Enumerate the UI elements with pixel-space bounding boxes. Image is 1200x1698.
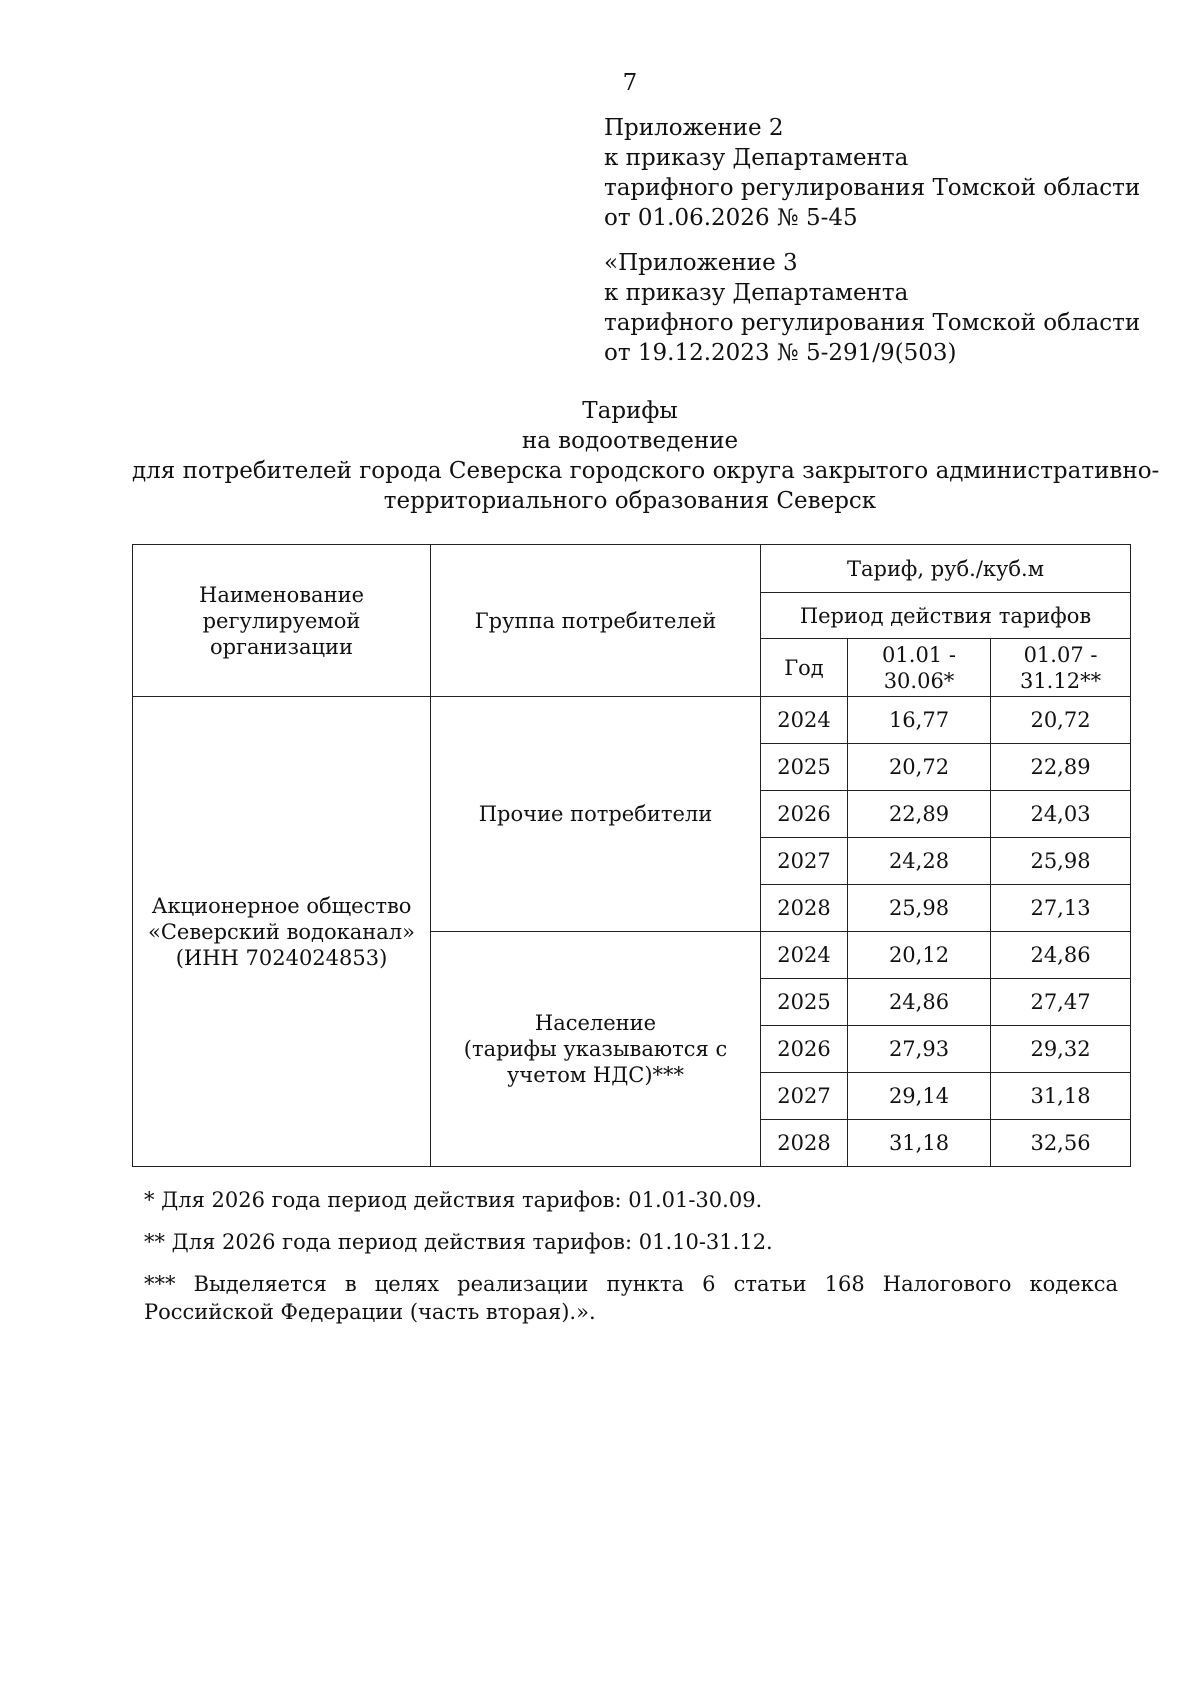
tariff-cell: 27,47 — [991, 979, 1131, 1026]
header-tariff-text: Тариф, руб./куб.м — [846, 556, 1045, 581]
group-cell-other — [431, 697, 761, 932]
group-line: учетом НДС)*** — [506, 1063, 685, 1087]
tariff-cell: 22,89 — [848, 791, 991, 838]
organization-line: Акционерное общество — [151, 893, 412, 918]
tariff-cell: 31,18 — [848, 1120, 991, 1167]
appendix-line: «Приложение 3 — [604, 250, 798, 276]
title-line: Тарифы — [582, 398, 678, 424]
header-period-text: Период действия тарифов — [799, 603, 1092, 628]
appendix-line: тарифного регулирования Томской области — [604, 175, 1141, 201]
organization-line: «Северский водоканал» — [148, 919, 415, 944]
header-second-period — [991, 639, 1131, 697]
year-cell: 2025 — [761, 744, 848, 791]
tariff-cell: 22,89 — [991, 744, 1131, 791]
appendix-amended-header — [604, 248, 1140, 368]
tariff-cell: 20,72 — [991, 697, 1131, 744]
tariff-cell: 29,14 — [848, 1073, 991, 1120]
appendix-line: от 19.12.2023 № 5-291/9(503) — [604, 340, 957, 366]
year-cell: 2026 — [761, 1026, 848, 1073]
tariff-table — [132, 544, 1131, 1167]
title-line: на водоотведение — [521, 428, 739, 454]
header-group — [431, 545, 761, 697]
group-line: (тарифы указываются с — [463, 1037, 728, 1061]
year-cell: 2027 — [761, 838, 848, 885]
appendix-line: от 01.06.2026 № 5-45 — [604, 205, 858, 231]
year-cell: 2028 — [761, 1120, 848, 1167]
header-first-period-text: 01.01 - 30.06* — [882, 642, 956, 693]
year-cell: 2024 — [761, 697, 848, 744]
header-organization-text: Наименование регулируемой организации — [199, 582, 364, 659]
year-cell: 2027 — [761, 1073, 848, 1120]
tariff-cell: 29,32 — [991, 1026, 1131, 1073]
tariff-cell: 32,56 — [991, 1120, 1131, 1167]
appendix-line: тарифного регулирования Томской области — [604, 310, 1141, 336]
tariff-cell: 24,86 — [848, 979, 991, 1026]
tariff-cell: 20,72 — [848, 744, 991, 791]
tariff-cell: 24,03 — [991, 791, 1131, 838]
tariff-cell: 24,28 — [848, 838, 991, 885]
tariff-cell: 31,18 — [991, 1073, 1131, 1120]
header-second-period-text: 01.07 - 31.12** — [1019, 642, 1102, 693]
year-cell: 2025 — [761, 979, 848, 1026]
appendix-line: Приложение 2 — [604, 115, 784, 141]
header-group-text: Группа потребителей — [474, 608, 717, 633]
organization-cell — [133, 697, 431, 1167]
group-line: Прочие потребители — [478, 802, 713, 826]
footnotes — [144, 1186, 1118, 1340]
tariff-cell: 25,98 — [848, 885, 991, 932]
footnote: * Для 2026 года период действия тарифов: 01.01-30.09. — [144, 1188, 763, 1212]
year-cell: 2024 — [761, 932, 848, 979]
organization-line: (ИНН 7024024853) — [175, 945, 388, 970]
group-cell-population — [431, 932, 761, 1167]
title-line: для потребителей города Северска городского округа закрытого административно- — [132, 458, 1160, 484]
tariff-cell: 25,98 — [991, 838, 1131, 885]
tariff-cell: 27,13 — [991, 885, 1131, 932]
header-year-text: Год — [784, 655, 824, 680]
tariff-cell: 20,12 — [848, 932, 991, 979]
appendix-line: к приказу Департамента — [604, 280, 909, 306]
header-period — [761, 593, 1131, 639]
document-title — [132, 396, 1160, 516]
tariff-cell: 16,77 — [848, 697, 991, 744]
footnote: ** Для 2026 года период действия тарифов: 01.10-31.12. — [144, 1230, 773, 1254]
header-first-period — [848, 639, 991, 697]
tariff-cell: 24,86 — [991, 932, 1131, 979]
appendix-line: к приказу Департамента — [604, 145, 909, 171]
tariff-cell: 27,93 — [848, 1026, 991, 1073]
header-year — [761, 639, 848, 697]
group-line: Население — [534, 1011, 657, 1035]
header-tariff — [761, 545, 1131, 593]
header-organization — [133, 545, 431, 697]
year-cell: 2028 — [761, 885, 848, 932]
table-row — [133, 697, 1131, 744]
page-number: 7 — [622, 70, 638, 96]
year-cell: 2026 — [761, 791, 848, 838]
title-line: территориального образования Северск — [383, 488, 877, 514]
footnote: *** Выделяется в целях реализации пункта 6 статьи 168 Налогового кодекса Российской Федерации (часть вторая).». — [144, 1272, 1118, 1324]
appendix-current-header — [604, 113, 1140, 233]
